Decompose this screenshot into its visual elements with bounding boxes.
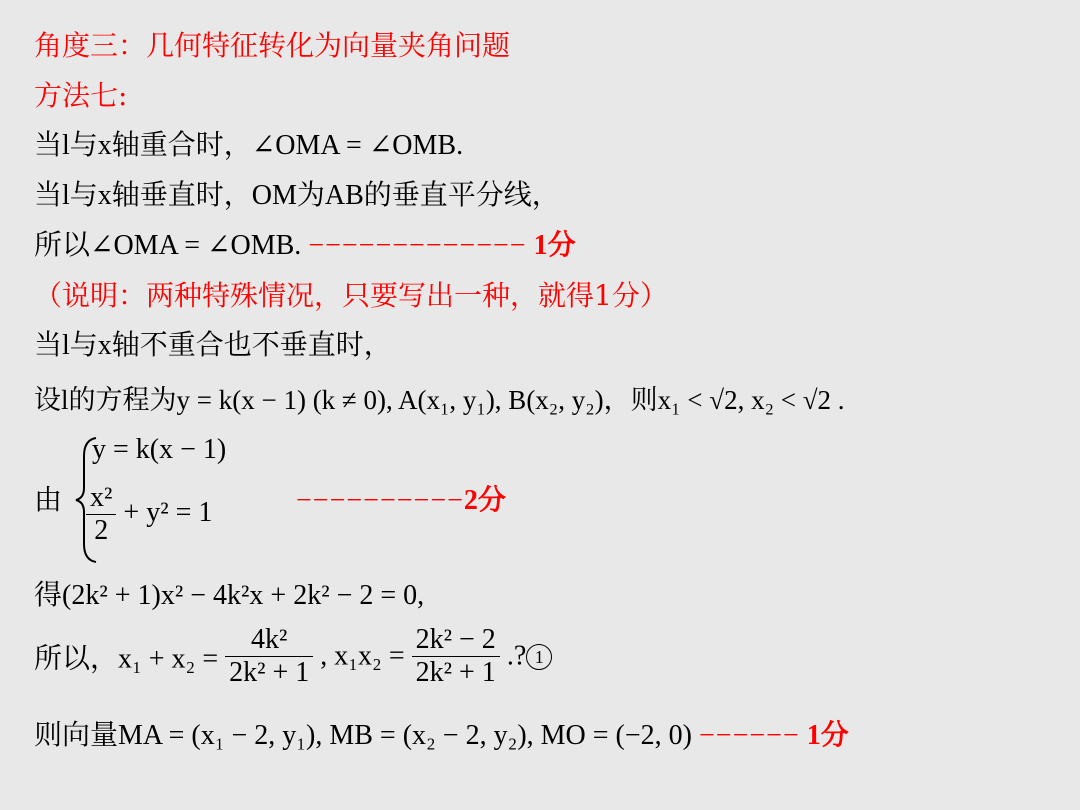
score-label: 1分 [533, 230, 576, 261]
system-score [296, 478, 506, 518]
vieta-tail: .? [506, 640, 527, 672]
line-general-case: 当l与x轴不重合也不垂直时， [34, 330, 392, 361]
therefore-text: 所以∠OMA = ∠OMB. [34, 230, 302, 261]
vieta-mid: , x₁x₂ = [320, 640, 405, 672]
sum-den: 2k² + 1 [229, 657, 310, 688]
eq2-fraction [86, 482, 116, 547]
line-therefore [34, 228, 576, 264]
line-quadratic: 得(2k² + 1)x² − 4k²x + 2k² − 2 = 0, [34, 580, 425, 611]
line-equation-setup: 设l的方程为y = k(x − 1) (k ≠ 0), A(x₁, y₁), B(x₂, y₂)，则x₁ < √2, x₂ < √2 . [34, 385, 845, 415]
line-vieta [34, 624, 552, 689]
product-fraction [412, 624, 500, 689]
heading: 角度三：几何特征转化为向量夹角问题 [34, 29, 511, 62]
vectors-score: 1分 [806, 720, 849, 751]
vectors-dashes: −−−−−− [699, 720, 800, 751]
line-coincide: 当l与x轴重合时，∠OMA = ∠OMB. [34, 130, 464, 161]
line-perpendicular: 当l与x轴垂直时，OM为AB的垂直平分线， [34, 180, 560, 211]
equation-system [34, 430, 594, 570]
eq2-den: 2 [94, 515, 109, 546]
line-vectors [34, 718, 849, 754]
sum-fraction [225, 624, 313, 689]
eq2-rest: + y² = 1 [123, 496, 213, 528]
product-den: 2k² + 1 [415, 657, 496, 688]
score-dashes: −−−−−−−−−−−−− [308, 230, 527, 261]
vectors-text: 则向量MA = (x₁ − 2, y₁), MB = (x₂ − 2, y₂), MO = (−2, 0) [34, 720, 693, 751]
note: （说明：两种特殊情况，只要写出一种，就得1分） [34, 279, 668, 312]
vieta-prefix: 所以，x₁ + x₂ = [34, 643, 219, 675]
sum-num: 4k² [225, 624, 313, 657]
eq2-num: x² [86, 482, 116, 515]
system-eq1: y = k(x − 1) [92, 434, 227, 465]
system-dashes: −−−−−−−−−− [296, 485, 464, 516]
product-num: 2k² − 2 [412, 624, 500, 657]
circled-one: 1 [526, 644, 552, 670]
system-prefix: 由 [34, 485, 63, 516]
system-eq2 [86, 482, 212, 547]
system-score-label: 2分 [463, 485, 506, 516]
method-label: 方法七: [34, 79, 128, 112]
